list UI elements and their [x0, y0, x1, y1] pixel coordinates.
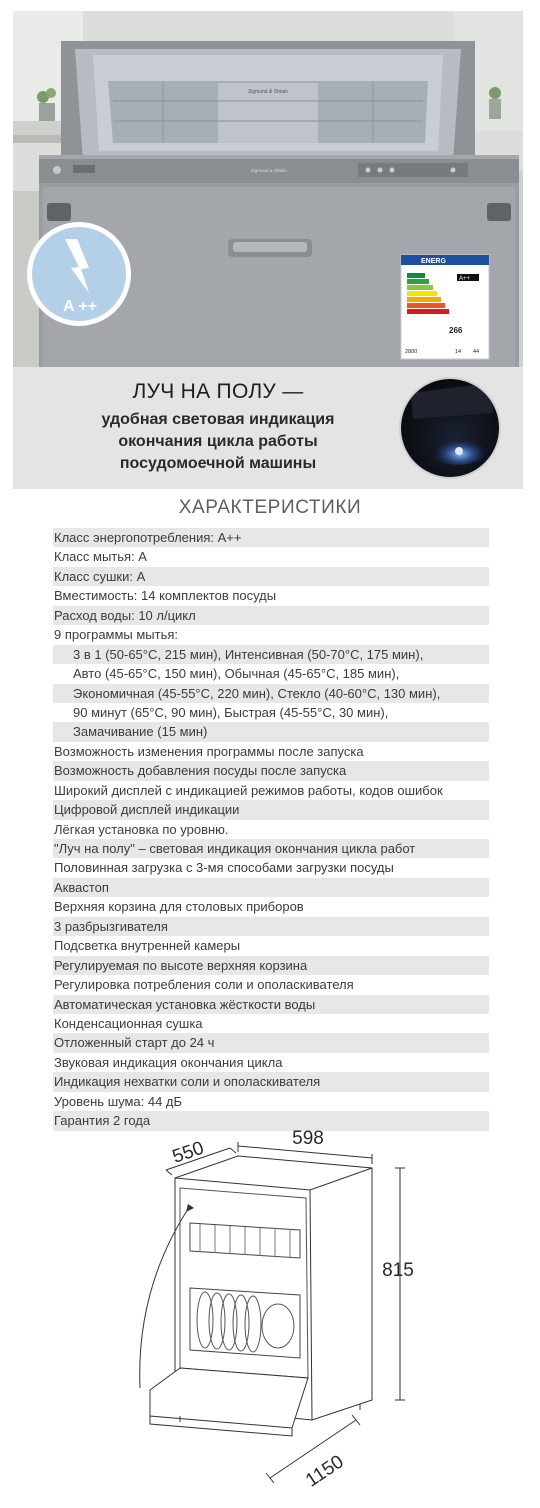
dimension-open-depth-label: 1150: [302, 1451, 348, 1492]
spec-row: Цифровой дисплей индикации: [53, 800, 489, 819]
spec-row: Звуковая индикация окончания цикла: [54, 1054, 283, 1070]
spec-row: Гарантия 2 года: [53, 1111, 489, 1130]
dimensions-drawing: [120, 1128, 440, 1498]
spec-row: Подсветка внутренней камеры: [54, 938, 241, 954]
product-photo: [13, 11, 523, 367]
spec-row: Индикация нехватки соли и ополаскивателя: [53, 1072, 489, 1091]
spec-row: Отложенный старт до 24 ч: [53, 1033, 489, 1052]
interior-brand-text: Zigmund & Shtain: [248, 89, 288, 95]
floor-beam-banner: [13, 367, 523, 489]
spec-row: Лёгкая установка по уровню.: [54, 821, 229, 837]
spec-row: Вместимость: 14 комплектов посуды: [54, 588, 277, 604]
specs-list: [53, 528, 489, 1131]
dimension-height-label: 815: [382, 1260, 414, 1281]
energy-noise-text: 44: [473, 349, 480, 355]
spec-row: 3 разбрызгивателя: [53, 917, 489, 936]
energy-label: [401, 255, 489, 359]
energy-class-text: A++: [459, 276, 471, 282]
energy-class-badge: [27, 222, 131, 326]
spec-row: Автоматическая установка жёсткости воды: [53, 995, 489, 1014]
banner-line-1: удобная световая индикация: [101, 411, 335, 428]
dimension-width-label: 598: [292, 1128, 324, 1149]
spec-row: Экономичная (45-55°C, 220 мин), Стекло (40-60°C, 130 мин),: [53, 684, 489, 703]
energy-label-header: ENERG: [421, 258, 446, 265]
floor-beam-photo: [401, 379, 499, 477]
spec-row: Аквастоп: [53, 878, 489, 897]
banner-line-3: посудомоечной машины: [119, 455, 317, 472]
spec-row: Авто (45-65°C, 150 мин), Обычная (45-65°C, 185 мин),: [73, 666, 400, 682]
spec-row: Возможность добавления посуды после запуска: [53, 761, 489, 780]
spec-row: Широкий дисплей с индикацией режимов работы, кодов ошибок: [54, 782, 443, 798]
spec-row: 90 минут (65°C, 90 мин), Быстрая (45-55°C, 30 мин),: [73, 704, 389, 720]
panel-brand-text: Zigmund & Shtain: [251, 168, 287, 173]
spec-row: 9 программы мытья:: [54, 627, 179, 643]
specs-title: ХАРАКТЕРИСТИКИ: [178, 497, 362, 518]
spec-row: Регулировка потребления соли и ополаскивателя: [54, 977, 354, 993]
banner-line-2: окончания цикла работы: [118, 433, 318, 450]
spec-row: Расход воды: 10 л/цикл: [53, 606, 489, 625]
spec-row: Уровень шума: 44 дБ: [54, 1093, 183, 1109]
spec-row: Конденсационная сушка: [54, 1015, 203, 1031]
dimensions-diagram: [120, 1128, 440, 1498]
energy-water-text: 2800: [405, 349, 418, 355]
energy-kwh-text: 266: [449, 326, 463, 335]
spec-row: Класс сушки: A: [53, 567, 489, 586]
spec-row: Класс энергопотребления: A++: [53, 528, 489, 547]
power-button-icon: [53, 166, 61, 174]
spec-row: Класс мытья: A: [54, 549, 147, 565]
dishwasher-illustration: [13, 11, 523, 367]
spec-row: Половинная загрузка с 3-мя способами загрузки посуды: [54, 860, 394, 876]
energy-class-badge-text: A ++: [62, 298, 98, 315]
energy-capacity-text: 14: [455, 349, 462, 355]
spec-row: 3 в 1 (50-65°C, 215 мин), Интенсивная (50-70°C, 175 мин),: [53, 645, 489, 664]
spec-row: Замачивание (15 мин): [53, 722, 489, 741]
spec-row: "Луч на полу" – световая индикация окончания цикла работ: [53, 839, 489, 858]
dimension-depth-label: 550: [169, 1137, 207, 1168]
spec-row: Возможность изменения программы после запуска: [54, 743, 364, 759]
spec-row: Регулируемая по высоте верхняя корзина: [53, 956, 489, 975]
spec-row: Верхняя корзина для столовых приборов: [54, 899, 304, 915]
banner-title: ЛУЧ НА ПОЛУ —: [132, 380, 304, 403]
floor-beam-icon: [401, 379, 499, 477]
